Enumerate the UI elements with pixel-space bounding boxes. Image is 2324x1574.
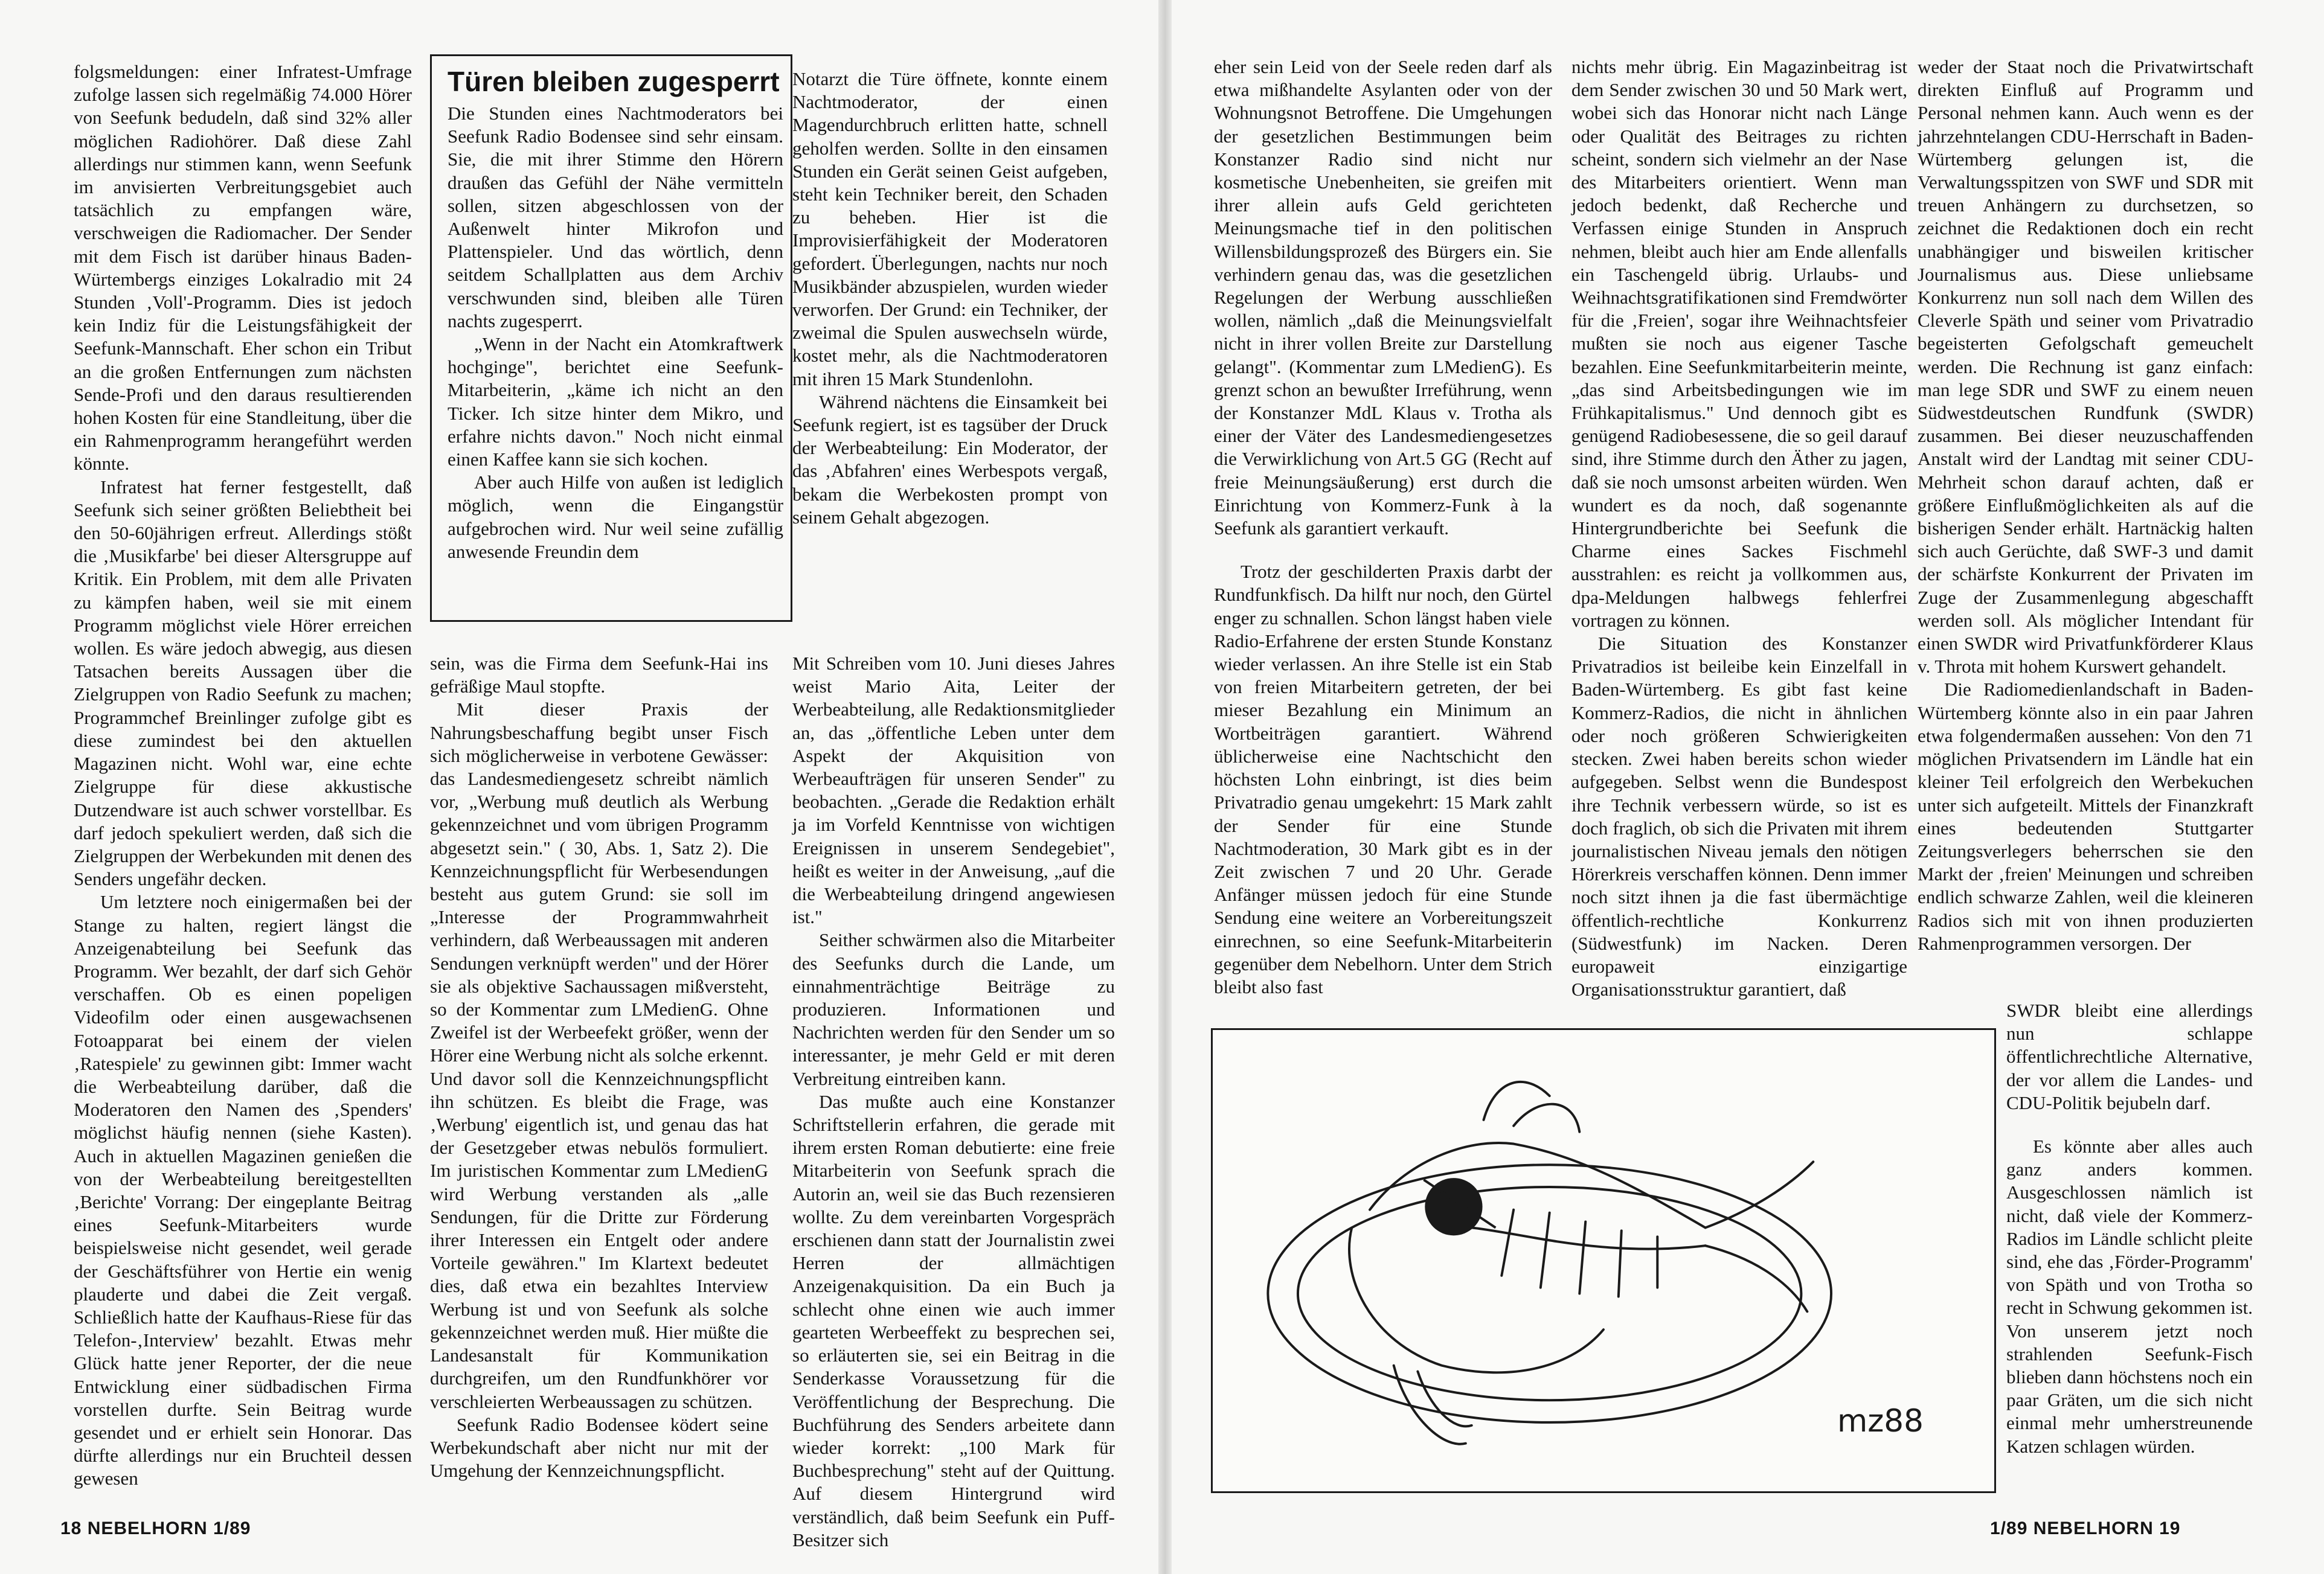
- paragraph: Aber auch Hilfe von außen ist lediglich möglich, wenn die Eingangstür aufgebrochen wird. Nur weil seine zufällig anwesende Freundin dem: [448, 472, 783, 562]
- paragraph: Während nächtens die Einsamkeit bei Seefunk regiert, ist es tagsüber der Druck der Werbeabteilung: Ein Moderator, der das ‚Abfahren' eines Werbespots vergaß, bekam die Werbekosten prompt von seinem Gehalt abgezogen.: [792, 391, 1108, 528]
- paragraph: SWDR bleibt eine allerdings nun schlappe öffentlichrechtliche Alternative, der vor allem die Landes- und CDU-Politik bejubeln darf.: [2006, 1000, 2253, 1113]
- plate-outline: [1268, 1165, 1831, 1422]
- paragraph: Trotz der geschilderten Praxis darbt der Rundfunkfisch. Da hilft nur noch, den Gürtel enger zu schnallen. Schon längst haben viele Radio-Erfahrene der ersten Stunde Konstanz wieder verlassen. An ihre Stelle ist ein Stab von freien Mitarbeitern getreten, der bei mieser Bezahlung ein Minimum an Wortbeiträgen garantiert. Während üblicherweise eine Nachtschicht den höchsten Lohn einbringt, ist dies beim Privatradio genau umgekehrt: 15 Mark zahlt der Sender für eine Stunde Nachtmoderation, 30 Mark gibt es in der Zeit zwischen 7 und 20 Uhr. Gerade Anfänger müssen jedoch für eine Stunde Sendung eine weitere an Vorbereitungszeit einrechnen, so eine Seefunk-Mitarbeiterin gegenüber dem Nebelhorn. Unter dem Strich bleibt also fast: [1214, 561, 1552, 997]
- sidebar-box-continuation: [792, 68, 1108, 605]
- article-column-2: [430, 652, 768, 1503]
- page-footer-right: 1/89 NEBELHORN 19: [1990, 1518, 2181, 1538]
- page-gutter: [1158, 0, 1172, 1574]
- paragraph: „Wenn in der Nacht ein Atomkraftwerk hochginge", berichtet eine Seefunk-Mitarbeiterin, „käme ich nicht an den Ticker. Ich sitze hinter dem Mikro, und erfahre nichts davon." Noch nicht einmal einen Kaffee kann sie sich kochen.: [448, 333, 783, 470]
- article-column-5: [1571, 56, 1907, 1003]
- paragraph: Mit dieser Praxis der Nahrungsbeschaffung begibt unser Fisch sich möglicherweise in verbotene Gewässer: das Landesmediengesetz schreibt nämlich vor, „Werbung muß deutlich als Werbung gekennzeichnet und vom übrigen Programm abgesetzt sein." ( 30, Abs. 1, Satz 2). Die Kennzeichnungspflicht für Werbesendungen besteht aus gutem Grund: sie soll im „Interesse der Programmwahrheit verhindern, daß Werbeaussagen mit anderen Sendungen verknüpft werden" und der Hörer sie als objektive Sachaussagen mißversteht, so der Kommentar zum LMedienG. Ohne Zweifel ist der Werbeefekt größer, wenn der Hörer eine Werbung nicht als solche erkennt. Und davor soll die Kennzeichnungspflicht ihn schützen. Es bleibt die Frage, was ‚Werbung' eigentlich ist, und genau das hat der Gesetzgeber etwas nebulös formuliert. Im juristischen Kommentar zum LMedienG wird Werbung verstanden als „alle Sendungen, für die Dritte zur Förderung ihrer Interessen ein Entgelt oder andere Vorteile gewähren." Im Klartext bedeutet dies, daß etwa ein bezahltes Interview Werbung ist und von Seefunk als solche gekennzeichnet werden muß. Hier müßte die Landesanstalt für Kommunikation durchgreifen, um den Rundfunkhörer vor verschleierten Werbeaussagen zu schützen.: [430, 699, 768, 1412]
- fish-ribs: [1501, 1210, 1657, 1297]
- fish-tail-fin: [1706, 1162, 1814, 1311]
- left-page: [0, 0, 1158, 1574]
- paragraph: Das mußte auch eine Konstanzer Schriftstellerin erfahren, die gerade mit ihrem ersten Roman debutierte: eine freie Mitarbeiterin von Seefunk sprach die Autorin an, weil sie das Buch rezensieren wollte. Zu dem vereinbarten Vorgespräch erschienen dann statt der Journalistin zwei Herren der allmächtigen Anzeigenakquisition. Da ein Buch ja schlecht ohne einen wie auch immer gearteten Werbeeffekt zu besprechen sei, so erläuterten sie, sei ein Beitrag in die Senderkasse Voraussetzung für die Veröffentlichung der Besprechung. Die Buchführung des Senders arbeitete dann wieder korrekt: „100 Mark für Buchbesprechung" steht auf der Quittung. Auf diesem Hintergrund wird verständlich, daß beim Seefunk ein Puff-Besitzer sich: [792, 1090, 1115, 1550]
- cartoon-signature: mz88: [1837, 1403, 1924, 1439]
- paragraph: Es könnte aber alles auch ganz anders kommen. Ausgeschlossen nämlich ist nicht, daß viele der Kommerz-Radios im Ländle schlicht pleite sind, ehe das ‚Förder-Programm' von Späth und von Trotha so recht in Schwung gekommen ist. Von unserem jetzt noch strahlenden Seefunk-Fisch blieben dann höchstens noch ein paar Gräten, um die sich nicht einmal mehr umherstreunende Katzen schlagen würden.: [2006, 1136, 2253, 1457]
- paragraph: Seefunk Radio Bodensee ködert seine Werbekundschaft aber nicht nur mit der Umgehung der Kennzeichnungspflicht.: [430, 1413, 768, 1482]
- paragraph: Notarzt die Türe öffnete, konnte einem Nachtmoderator, der einen Magendurchbruch erlitten hatte, schnell geholfen werden. Sollte in den einsamen Stunden ein Gerät seinen Geist aufgeben, steht kein Techniker bereit, den Schaden zu beheben. Hier ist die Improvisierfähigkeit der Moderatoren gefordert. Überlegungen, nachts nur noch Musikbänder abzuspielen, wurden wieder verworfen. Der Grund: ein Techniker, der zweimal die Spulen auswechseln würde, kostet mehr, als die Nachtmoderatoren mit ihren 15 Mark Stundenlohn.: [792, 68, 1108, 389]
- paragraph: Um letztere noch einigermaßen bei der Stange zu halten, regiert längst die Anzeigenabteilung bei Seefunk das Programm. Wer bezahlt, der darf sich Gehör verschaffen. Ob es einen popeligen Videofilm oder einen ausgewachsenen Fotoapparat bei einem der vielen ‚Ratespiele' zu gewinnen gibt: Immer wacht die Werbeabteilung darüber, daß die Moderatoren den Namen des ‚Spenders' möglichst häufig nennen (siehe Kasten). Auch in aktuellen Magazinen genießen die von der Werbeabteilung bereitgestellten ‚Berichte' Vorrang: Der eingeplante Beitrag eines Seefunk-Mitarbeiters wurde beispielsweise nicht gesendet, weil gerade der Geschäftsführer von Hertie ein wenig plauderte und dabei die Zeit vergaß. Schließlich hatte der Kaufhaus-Riese für das Telefon-‚Interview' bezahlt. Etwas mehr Glück hatte jener Reporter, der die neue Entwicklung einer südbadischen Firma vorstellen durfte. Sein Beitrag wurde gesendet und er erhielt sein Honorar. Das dürfte allerdings nur ein Bruchteil dessen gewesen: [74, 891, 412, 1489]
- fish-body-lower: [1349, 1227, 1603, 1372]
- paragraph: Die Stunden eines Nachtmoderators bei Seefunk Radio Bodensee sind sehr einsam. Sie, die mit ihrer Stimme den Hörern draußen das Gefühl der Nähe vermitteln sollen, sitzen abgeschlossen von der Außenwelt hinter Mikrofon und Plattenspieler. Und das wörtlich, denn seitdem Schallplatten aus dem Archiv verschwunden sind, bleiben alle Türen nachts zugesperrt.: [448, 103, 783, 331]
- article-column-4: [1214, 56, 1552, 1003]
- paragraph: sein, was die Firma dem Seefunk-Hai ins gefräßige Maul stopfte.: [430, 653, 768, 697]
- paragraph: Infratest hat ferner festgestellt, daß Seefunk sich seiner größten Beliebtheit bei den 50-60jährigen erfreut. Allerdings stößt die ‚Musikfarbe' bei dieser Altersgruppe auf Kritik. Ein Problem, mit dem alle Privaten zu kämpfen haben, weil sie mit einem Programm möglichst viele Hörer erreichen wollen. Es wäre jedoch abwegig, aus diesen Tatsachen bereits Aussagen über die Zielgruppen von Radio Seefunk zu machen; Programmchef Breinlinger zufolge gibt es diese zumindest bei den aktuellen Magazinen nicht. Wohl war, eine echte Zielgruppe für diese akkustische Dutzendware ist auch schwer vorstellbar. Es darf jedoch spekuliert werden, daß sich die Zielgruppen der Werbekunden mit denen des Senders ungefähr decken.: [74, 476, 412, 890]
- fish-body-upper: [1370, 1143, 1706, 1227]
- paragraph: Die Radiomedienlandschaft in Baden-Würtemberg könnte also in ein paar Jahren etwa folgendermaßen aussehen: Von den 71 möglichen Privatsendern im Ländle hat ein kleiner Teil erfolgreich den Werbekuchen unter sich aufgeteilt. Mittels der Finanzkraft eines bedeutenden Stuttgarter Zeitungsverlegers beherrschen sie den Markt der ‚freien' Meinungen und schreiben endlich schwarze Zahlen, weil die kleineren Radios sich mit von ihnen produzierten Rahmenprogrammen versorgen. Der: [1918, 679, 2253, 954]
- fish-dorsal-fin: [1484, 1082, 1580, 1132]
- paragraph: eher sein Leid von der Seele reden darf als etwa mißhandelte Asylanten oder von der Wohnungsnot Betroffene. Die Umgehungen der gesetzlichen Bestimmungen beim Konstanzer Radio sind nicht nur kosmetische Unebenheiten, sie greifen mit ihrer allein aufs Geld gerichteten Meinungsmache tief in den politischen Willensbildungsprozeß des Bürgers ein. Sie verhindern genau das, was die gesetzlichen Regelungen der Werbung ausschließen wollen, nämlich „daß die Meinungsvielfalt nicht in ihrer vollen Breite zur Darstellung gelangt". (Kommentar zum LMedienG). Es grenzt schon an bewußter Irreführung, wenn der Konstanzer MdL Klaus v. Trotha als einer der Väter des Landesmediengesetzes die Verwirklichung von Art.5 GG (Recht auf freie Meinungsäußerung) erst durch die Einrichtung von Kommerz-Funk à la Seefunk als garantiert verkauft.: [1214, 56, 1552, 539]
- sidebar-box-title: Türen bleiben zugesperrt: [448, 66, 780, 97]
- paragraph: nichts mehr übrig. Ein Magazinbeitrag ist dem Sender zwischen 30 und 50 Mark wert, wobei sich das Honorar nicht nach Länge oder Qualität des Beitrages zu richten scheint, sondern sich vielmehr an der Nase des Mitarbeiters orientiert. Wenn man jedoch bedenkt, daß Recherche und Verfassen einige Stunden in Anspruch nehmen, bleibt auch hier am Ende allenfalls ein Taschengeld übrig. Urlaubs- und Weihnachtsgratifikationen sind Fremdwörter für die ‚Freien', sogar ihre Weihnachtsfeier mußten sie noch aus eigener Tasche bezahlen. Eine Seefunkmitarbeiterin meinte, „das sind Arbeitsbedingungen wie im Frühkapitalismus." Und dennoch gibt es genügend Radiobesessene, die so geil darauf sind, ihre Stimme durch den Äther zu jagen, daß sie noch umsonst arbeiten würden. Wen wundert es da noch, daß sogenannte Hintergrundberichte bei Seefunk die Charme eines Sackes Fischmehl ausstrahlen: es reicht ja vollkommen aus, dpa-Meldungen halbwegs fehlerfrei vortragen zu können.: [1571, 56, 1907, 631]
- article-column-3: [792, 652, 1115, 1550]
- fish-skeleton-cartoon: [1211, 1028, 1996, 1493]
- article-column-6-continuation: [2006, 999, 2253, 1494]
- paragraph: weder der Staat noch die Privatwirtschaft direkten Einfluß auf Programm und Personal nehmen kann. Auch wenn es der jahrzehntelangen CDU-Herrschaft in Baden-Würtemberg gelungen ist, die Verwaltungsspitzen von SWF und SDR mit treuen Anhängern zu durchsetzen, so zeichnet die Redaktionen doch ein recht unabhängiger und bisweilen kritischer Journalismus aus. Diese unliebsame Konkurrenz nun soll nach dem Willen des Cleverle Späth und seiner vom Privatradio begeisterten Gefolgschaft gemeuchelt werden. Die Rechnung ist ganz einfach: man lege SDR und SWF zu einem neuen Südwestdeutschen Rundfunk (SWDR) zusammen. Bei dieser neuzuschaffenden Anstalt wird der Landtag mit seiner CDU-Mehrheit schon darauf achten, daß er größere Einflußmöglichkeiten als auf die bisherigen Sender erhält. Hartnäckig halten sich auch Gerüchte, daß SWF-3 und damit der schärfste Konkurrent der Privaten im Zuge der Zusammenlegung abgeschafft werden soll. Als möglicher Intendant für einen SWDR wird Privatfunkförderer Klaus v. Throta mit hohem Kurswert gehandelt.: [1918, 56, 2253, 677]
- page-footer-left: 18 NEBELHORN 1/89: [60, 1518, 251, 1538]
- sidebar-box-text: [448, 102, 783, 563]
- fish-skeleton-illustration: [1213, 1030, 1994, 1491]
- article-column-1: [74, 60, 412, 1497]
- sidebar-box: [430, 54, 792, 622]
- article-column-6: [1918, 56, 2253, 997]
- paragraph: folgsmeldungen: einer Infratest-Umfrage zufolge lassen sich regelmäßig 74.000 Hörer von Seefunk bedudeln, daß sind 32% aller möglichen Radiohörer. Daß diese Zahl allerdings nur stimmen kann, wenn Seefunk im anvisierten Verbreitungsgebiet auch tatsächlich zu empfangen wäre, verschweigen die Radiomacher. Der Sender mit dem Fisch ist darüber hinaus Baden-Würtembergs einziges Lokalradio mit 24 Stunden ‚Voll'-Programm. Dies ist jedoch kein Indiz für die Leistungsfähigkeit der Seefunk-Mannschaft. Eher schon ein Tribut an die großen Entfernungen zum nächsten Sende-Profi und den daraus resultierenden hohen Kosten für eine Standleitung, über die ein Rahmenprogramm herangeführt werden könnte.: [74, 61, 412, 475]
- paragraph: Mit Schreiben vom 10. Juni dieses Jahres weist Mario Aita, Leiter der Werbeabteilung, alle Redaktionsmitglieder an, das „öffentliche Leben unter dem Aspekt der Akquisition von Werbeaufträgen für unseren Sender" zu beobachten. „Gerade die Redaktion erhält ja im Vorfeld Kenntnisse von wichtigen Ereignissen in unserem Sendegebiet", heißt es weiter in der Anweisung, „auf die die Werbeabteilung dringend angewiesen ist.": [792, 653, 1115, 928]
- paragraph: Seither schwärmen also die Mitarbeiter des Seefunks durch die Lande, um einnahmenträchtige Beiträge zu produzieren. Informationen und Nachrichten werden für den Sender um so interessanter, je mehr Geld er mit deren Verbreitung eintreiben kann.: [792, 929, 1115, 1089]
- paragraph: Die Situation des Konstanzer Privatradios ist beileibe kein Einzelfall in Baden-Würtemberg. Es gibt fast keine Kommerz-Radios, die nicht in ähnlichen oder noch größeren Schwierigkeiten stecken. Zwei haben bereits schon wieder aufgegeben. Selbst wenn die Bundespost ihre Technik verbessern würde, so ist es doch fraglich, ob sich die Privaten mit ihrem journalistischen Niveau jemals den nötigen Hörerkreis verschaffen können. Denn immer noch sitzt ihnen ja die fast übermächtige öffentlich-rechtliche Konkurrenz (Südwestfunk) im Nacken. Deren europaweit einzigartige Organisationsstruktur garantiert, daß: [1571, 633, 1907, 1000]
